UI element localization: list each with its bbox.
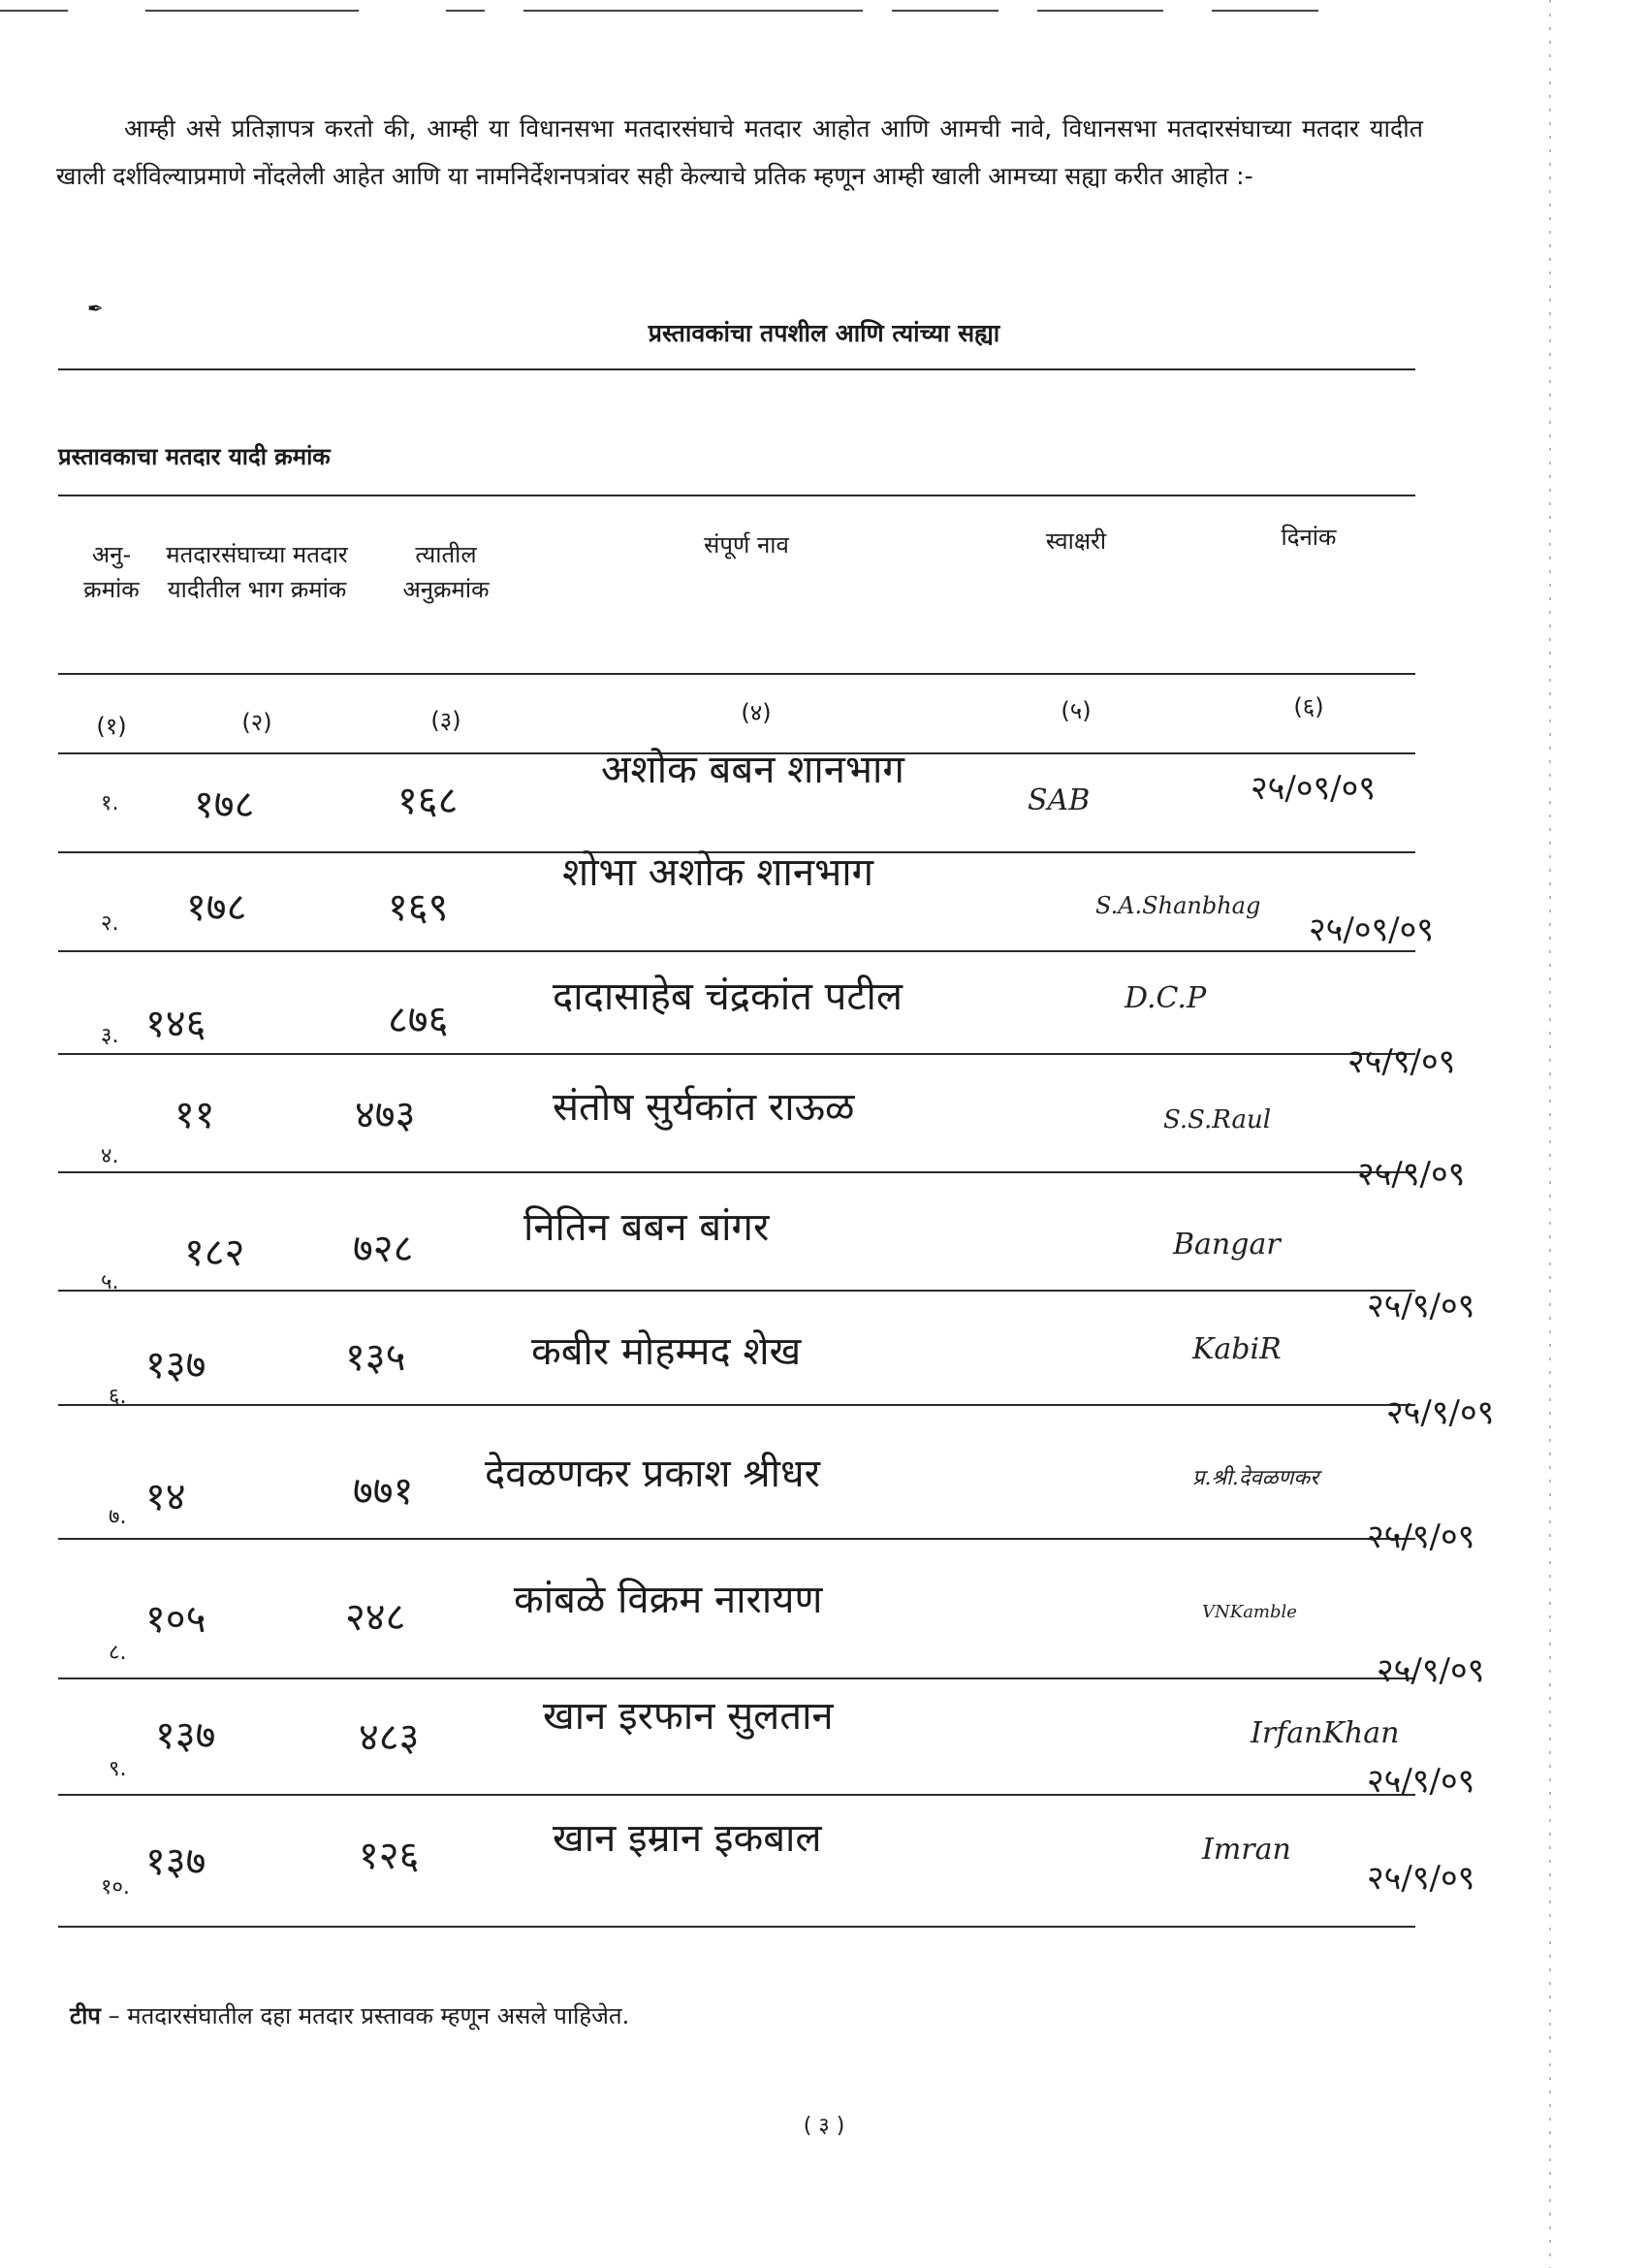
row-date: २५/९/०९ xyxy=(1357,1155,1466,1194)
row-date: २५/९/०९ xyxy=(1367,1762,1475,1801)
rule xyxy=(58,1538,1415,1540)
row-signature: Bangar xyxy=(1173,1228,1281,1262)
row-serial-no: ७२८ xyxy=(353,1227,414,1271)
row-part-no: १८२ xyxy=(184,1230,245,1275)
section-title: प्रस्तावकांचा तपशील आणि त्यांच्या सह्या xyxy=(648,319,1000,347)
top-border xyxy=(523,10,863,12)
row-signature: SAB xyxy=(1028,783,1091,817)
rule xyxy=(58,1404,1415,1406)
footnote-label: टीप xyxy=(70,2002,101,2029)
footnote xyxy=(70,1999,629,2031)
rule xyxy=(58,1677,1415,1679)
declaration-paragraph: आम्ही असे प्रतिज्ञापत्र करतो की, आम्ही या विधानसभा मतदारसंघाचे मतदार आहोत आणि आमची नावे, विधानसभा मतदारसंघाच्या मतदार यादीत खाली दर्शविल्याप्रमाणे नोंदलेली आहेत आणि या नामनिर्देशनपत्रांवर सही केल्याचे प्रतिक म्हणून आम्ही खाली आमच्या सह्या करीत आहोत :- xyxy=(56,114,1423,190)
row-part-no: १७८ xyxy=(186,885,247,930)
row-date: २५/०९/०९ xyxy=(1309,910,1434,949)
top-border xyxy=(446,10,485,12)
row-part-no: १३७ xyxy=(145,1343,206,1388)
row-signature: KabiR xyxy=(1192,1332,1282,1366)
rule xyxy=(58,1794,1415,1796)
row-serial-no: ४७३ xyxy=(355,1093,416,1137)
row-full-name: संतोष सुर्यकांत राऊळ xyxy=(553,1085,855,1130)
row-full-name: अशोक बबन शानभाग xyxy=(601,748,904,792)
col-header-date: दिनांक xyxy=(1281,524,1337,551)
row-serial-no: १६८ xyxy=(397,779,459,823)
row-serial-no: ७७१ xyxy=(353,1469,414,1514)
row-serial: १. xyxy=(101,791,119,815)
row-full-name: कबीर मोहम्मद शेख xyxy=(531,1329,802,1374)
row-full-name: खान इम्रान इकबाल xyxy=(553,1816,822,1861)
rule xyxy=(58,1926,1415,1928)
row-date: २५/९/०९ xyxy=(1377,1651,1485,1690)
col-header-part-no: मतदारसंघाच्या मतदार यादीतील भाग क्रमांक xyxy=(166,541,348,603)
row-date: २५/९/०९ xyxy=(1367,1287,1475,1326)
col-header-serial-no: त्यातील अनुक्रमांक xyxy=(402,541,490,603)
row-part-no: १४६ xyxy=(145,1002,206,1046)
row-signature: D.C.P xyxy=(1125,981,1207,1015)
row-full-name: कांबळे विक्रम नारायण xyxy=(514,1578,823,1622)
rule xyxy=(58,950,1415,952)
row-serial: १०. xyxy=(101,1875,130,1900)
row-part-no: १४ xyxy=(145,1475,186,1519)
rule xyxy=(58,673,1415,675)
row-signature: S.S.Raul xyxy=(1163,1105,1272,1134)
row-serial-no: १३५ xyxy=(345,1335,406,1380)
row-signature: VNKamble xyxy=(1202,1602,1297,1622)
top-border xyxy=(892,10,998,12)
rule xyxy=(58,495,1415,496)
list-title: प्रस्तावकाचा मतदार यादी क्रमांक xyxy=(58,443,331,470)
col-header-signature: स्वाक्षरी xyxy=(1045,527,1107,555)
rule xyxy=(58,1053,1415,1055)
row-full-name: शोभा अशोक शानभाग xyxy=(562,850,874,895)
col-number: (४) xyxy=(741,699,772,726)
row-serial: ८. xyxy=(109,1641,127,1665)
col-number: (५) xyxy=(1061,697,1092,724)
row-date: २५/०९/०९ xyxy=(1251,769,1376,808)
row-part-no: ११ xyxy=(174,1093,215,1137)
row-date: २५/९/०९ xyxy=(1367,1859,1475,1898)
row-signature: Imran xyxy=(1202,1833,1291,1867)
col-number: (३) xyxy=(430,707,461,734)
rule xyxy=(58,1290,1415,1292)
row-serial: २. xyxy=(101,911,119,936)
col-header-full-name: संपूर्ण नाव xyxy=(704,531,789,559)
footnote-text: – मतदारसंघातील दहा मतदार प्रस्तावक म्हणून असले पाहिजेत. xyxy=(108,2002,630,2029)
row-serial: ३. xyxy=(101,1024,119,1048)
row-signature: IrfanKhan xyxy=(1251,1716,1400,1750)
row-signature: S.A.Shanbhag xyxy=(1095,892,1261,919)
row-date: २५/९/०९ xyxy=(1386,1393,1495,1432)
row-serial: ७. xyxy=(109,1505,127,1529)
rule xyxy=(58,368,1415,370)
row-part-no: १३७ xyxy=(155,1713,216,1758)
row-date: २५/९/०९ xyxy=(1347,1042,1456,1081)
row-part-no: १७८ xyxy=(194,783,255,827)
row-full-name: खान इरफान सुलतान xyxy=(543,1694,834,1739)
row-part-no: १३७ xyxy=(145,1839,206,1884)
row-serial: ६. xyxy=(109,1385,127,1409)
top-border xyxy=(0,10,68,12)
row-full-name: दादासाहेब चंद्रकांत पटील xyxy=(553,974,903,1019)
row-serial-no: १६९ xyxy=(388,885,449,930)
page-number: ( ३ ) xyxy=(803,2114,845,2138)
top-border xyxy=(1212,10,1318,12)
row-serial: ९. xyxy=(109,1757,127,1781)
row-date: २५/९/०९ xyxy=(1367,1517,1475,1556)
row-serial-no: ८७६ xyxy=(388,998,449,1042)
row-serial-no: ४८३ xyxy=(359,1715,420,1760)
top-border xyxy=(145,10,359,12)
row-serial-no: १२६ xyxy=(359,1834,420,1878)
rule xyxy=(58,1171,1415,1173)
row-serial: ५. xyxy=(101,1270,119,1294)
top-border xyxy=(1037,10,1163,12)
col-header-serial: अनु- क्रमांक xyxy=(83,541,140,603)
col-number: (१) xyxy=(96,713,127,740)
row-serial: ४. xyxy=(101,1144,119,1168)
row-full-name: देवळणकर प्रकाश श्रीधर xyxy=(485,1452,820,1496)
col-number: (६) xyxy=(1293,693,1324,720)
row-full-name: नितिन बबन बांगर xyxy=(523,1205,770,1250)
row-serial-no: २४८ xyxy=(345,1595,406,1640)
pen-mark: ✒ xyxy=(87,297,104,320)
col-number: (२) xyxy=(241,709,272,736)
row-signature: प्र.श्री.देवळणकर xyxy=(1192,1466,1319,1490)
row-part-no: १०५ xyxy=(145,1597,206,1642)
